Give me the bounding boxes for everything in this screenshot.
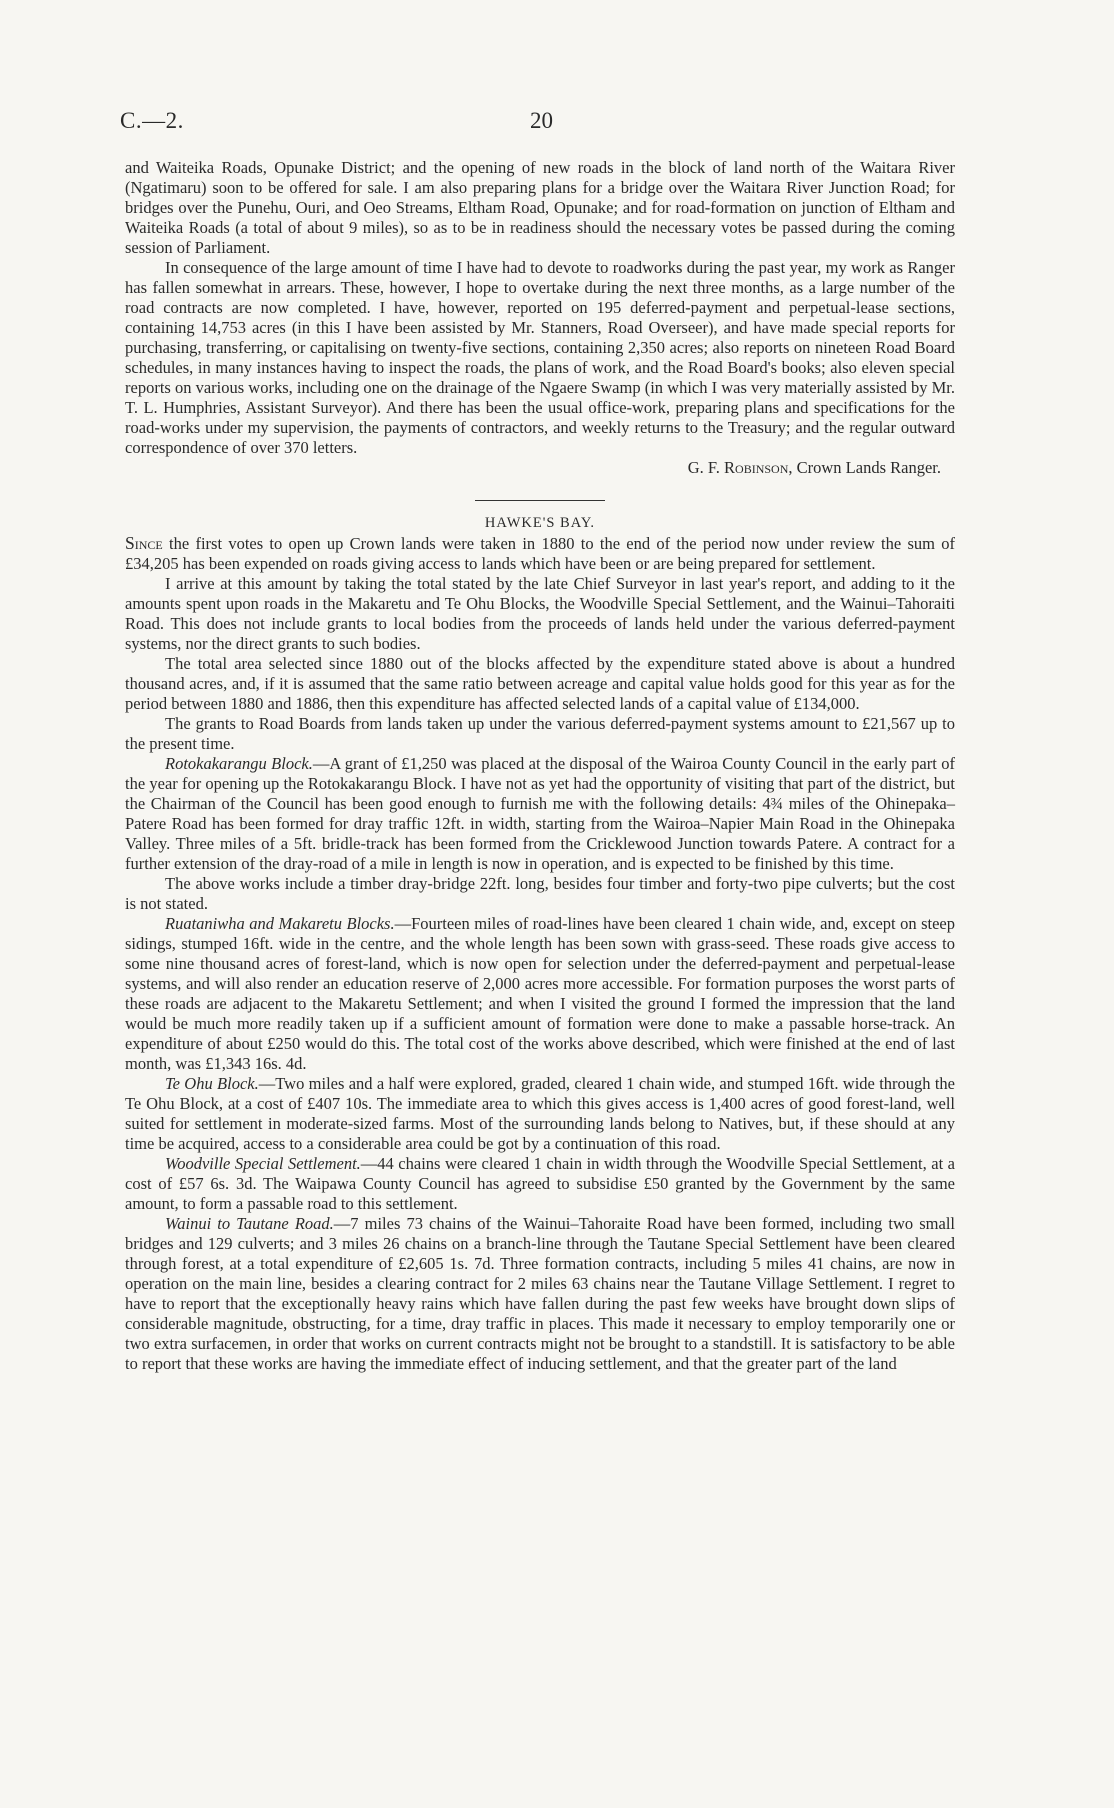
- ruataniwha-paragraph: [125, 914, 955, 1074]
- taranaki-paragraph-1: and Waiteika Roads, Opunake District; and the opening of new roads in the block of land north of the Waitara River (Ngatimaru) soon to be offered for sale. I am also preparing plans for a bridge over the Waitara River Junction Road; for bridges over the Punehu, Ouri, and Oeo Streams, Eltham Road, Opunake; and for road-formation on junction of Eltham and Waiteika Roads (a total of about 9 miles), so as to be in readiness should the necessary votes be passed during the coming session of Parliament.: [125, 158, 955, 257]
- signature-name: G. F. Robinson,: [687, 458, 793, 477]
- subheading-woodville: Woodville Special Settlement.: [165, 1154, 361, 1173]
- paragraph-text: —A grant of £1,250 was placed at the disposal of the Wairoa County Council in the early part of the year for opening up the Rotokakarangu Block. I have not as yet had the opportunity of visiting that part of the district, but the Chairman of the Council has been good enough to furnish me with the following details: 4¾ miles of the Ohinepaka–Patere Road has been formed for dray traffic 12ft. in width, starting from the Wairoa–Napier Main Road in the Ohinepaka Valley. Three miles of a 5ft. bridle-track has been formed from the Cricklewood Junction towards Patere. A contract for a further extension of the dray-road of a mile in length is now in operation, and is expected to be finished by this time.: [125, 754, 955, 873]
- subheading-rotokakarangu: Rotokakarangu Block.: [165, 754, 313, 773]
- document-reference: C.—2.: [120, 108, 184, 133]
- hawkes-bay-paragraph-2: I arrive at this amount by taking the total stated by the late Chief Surveyor in last year's report, and adding to it the amounts spent upon roads in the Makaretu and Te Ohu Blocks, the Woodville Special Settlement, and the Wainui–Tahoraiti Road. This does not include grants to local bodies from the proceeds of lands held under the various deferred-payment systems, nor the direct grants to such bodies.: [125, 574, 955, 653]
- subheading-ruataniwha: Ruataniwha and Makaretu Blocks.: [165, 914, 395, 933]
- page-header: [120, 108, 960, 142]
- woodville-paragraph: [125, 1154, 955, 1214]
- page-number: 20: [530, 108, 553, 133]
- section-divider: [475, 500, 605, 501]
- subheading-wainui-tautane: Wainui to Tautane Road.: [165, 1214, 334, 1233]
- signature: [125, 458, 955, 478]
- paragraph-text: —Fourteen miles of road-lines have been cleared 1 chain wide, and, except on steep sidings, stumped 16ft. wide in the centre, and the whole length has been sown with grass-seed. These roads give access to some nine thousand acres of forest-land, which is now open for selection under the deferred-payment and perpetual-lease systems, and will also render an education reserve of 2,000 acres more accessible. For formation purposes the worst parts of these roads are adjacent to the Makaretu Settlement; and when I visited the ground I formed the impression that the land would be much more readily taken up if a sufficient amount of formation were done to make a passable horse-track. An expenditure of about £250 would do this. The total cost of the works above described, which were finished at the end of last month, was £1,343 16s. 4d.: [125, 914, 955, 1073]
- paragraph-text: —44 chains were cleared 1 chain in width through the Woodville Special Settlement, at a cost of £57 6s. 3d. The Waipawa County Council has agreed to subsidise £50 granted by the Government by the same amount, to form a passable road to this settlement.: [125, 1154, 955, 1213]
- te-ohu-paragraph: [125, 1074, 955, 1154]
- document-body: [125, 158, 955, 1374]
- hawkes-bay-paragraph-1: [125, 533, 955, 574]
- hawkes-bay-paragraph-3: The total area selected since 1880 out of the blocks affected by the expenditure stated above is about a hundred thousand acres, and, if it is assumed that the same ratio between acreage and capital value holds good for this year as for the period between 1880 and 1886, then this expenditure has affected selected lands of a capital value of £134,000.: [125, 654, 955, 713]
- paragraph-text: the first votes to open up Crown lands were taken in 1880 to the end of the period now under review the sum of £34,205 has been expended on roads giving access to lands which have been or are being prepared for settlement.: [125, 534, 955, 573]
- subheading-te-ohu: Te Ohu Block.: [165, 1074, 259, 1093]
- section-heading: HAWKE'S BAY.: [484, 515, 596, 531]
- rotokakarangu-paragraph: [125, 754, 955, 874]
- wainui-tautane-paragraph: [125, 1214, 955, 1374]
- works-cost-paragraph: The above works include a timber dray-bridge 22ft. long, besides four timber and forty-two pipe culverts; but the cost is not stated.: [125, 874, 955, 913]
- taranaki-paragraph-2: In consequence of the large amount of time I have had to devote to roadworks during the past year, my work as Ranger has fallen somewhat in arrears. These, however, I hope to overtake during the next three months, as a large number of the road contracts are now completed. I have, however, reported on 195 deferred-payment and perpetual-lease sections, containing 14,753 acres (in this I have been assisted by Mr. Stanners, Road Overseer), and have made special reports for purchasing, transferring, or capitalising on twenty-five sections, containing 2,350 acres; also reports on nineteen Road Board schedules, in many instances having to inspect the roads, the plans of work, and the Road Board's books; also eleven special reports on various works, including one on the drainage of the Ngaere Swamp (in which I was very materially assisted by Mr. T. L. Humphries, Assistant Surveyor). And there has been the usual office-work, preparing plans and specifications for the road-works under my supervision, the payments of contractors, and weekly returns to the Treasury; and the regular outward correspondence of over 370 letters.: [125, 258, 955, 457]
- paragraph-lead-word: Since: [125, 533, 163, 553]
- hawkes-bay-paragraph-4: The grants to Road Boards from lands taken up under the various deferred-payment systems amount to £21,567 up to the present time.: [125, 714, 955, 753]
- paragraph-text: —Two miles and a half were explored, graded, cleared 1 chain wide, and stumped 16ft. wide through the Te Ohu Block, at a cost of £407 10s. The immediate area to which this gives access is 1,400 acres of good forest-land, well suited for settlement in moderate-sized farms. Most of the surrounding lands belong to Natives, but, if these should at any time be acquired, access to a considerable area could be got by a continuation of this road.: [125, 1074, 955, 1153]
- signature-title: Crown Lands Ranger.: [796, 458, 941, 477]
- paragraph-text: —7 miles 73 chains of the Wainui–Tahoraite Road have been formed, including two small bridges and 129 culverts; and 3 miles 26 chains on a branch-line through the Tautane Special Settlement have been cleared through forest, at a total expenditure of £2,605 1s. 7d. Three formation contracts, including 5 miles 41 chains, are now in operation on the main line, besides a clearing contract for 2 miles 63 chains near the Tautane Village Settlement. I regret to have to report that the exceptionally heavy rains which have fallen during the past few weeks have brought down slips of considerable magnitude, obstructing, for a time, dray traffic in places. This made it necessary to employ temporarily one or two extra surfacemen, in order that works on current contracts might not be brought to a standstill. It is satisfactory to be able to report that these works are having the immediate effect of inducing settlement, and that the greater part of the land: [125, 1214, 955, 1373]
